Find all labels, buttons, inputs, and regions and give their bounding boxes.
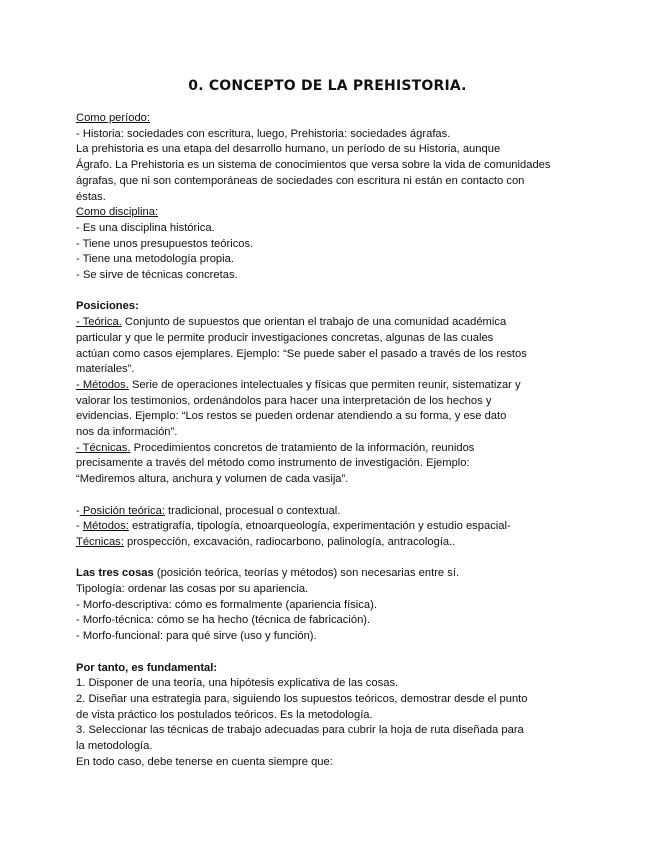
text-line: ágrafas, que ni son contemporáneas de sociedades con escritura ni están en contacto con [76, 174, 525, 187]
summary-posicion: - Posición teórica: tradicional, procesual o contextual. [76, 504, 341, 517]
spacer [76, 284, 576, 300]
text-line: materiales”. [76, 363, 135, 376]
text-line: - Historia: sociedades con escritura, luego, Prehistoria: sociedades ágrafas. [76, 127, 451, 140]
section-heading-fundamental: Por tanto, es fundamental: [76, 661, 218, 674]
list-item: - Se sirve de técnicas concretas. [76, 269, 238, 282]
term-label: - Técnicas. [76, 441, 131, 454]
definition-tecnicas [76, 441, 576, 457]
page-title: 0. CONCEPTO DE LA PREHISTORIA. [188, 78, 467, 94]
list-item: - Morfo-descriptiva: cómo es formalmente (apariencia física). [76, 598, 377, 611]
spacer [76, 488, 576, 504]
spacer [76, 551, 576, 567]
list-item: - Tiene una metodología propia. [76, 253, 234, 266]
text-line: de vista práctico los postulados teóricos. Es la metodología. [76, 708, 373, 721]
summary-metodos: - Métodos: estratigrafía, tipología, etnoarqueología, experimentación y estudio espacial- [76, 520, 511, 533]
text-line: éstas. [76, 190, 106, 203]
text-line: precisamente a través del método como instrumento de investigación. Ejemplo: [76, 457, 470, 470]
list-item: - Es una disciplina histórica. [76, 221, 215, 234]
term-label: Posición teórica: [79, 504, 165, 517]
text-line: evidencias. Ejemplo: “Los restos se pueden ordenar atendiendo a su forma, y ese dato [76, 410, 507, 423]
list-item: - Tiene unos presupuestos teóricos. [76, 237, 254, 250]
text-line: Tipología: ordenar las cosas por su apariencia. [76, 583, 309, 596]
list-item: 2. Diseñar una estrategia para, siguiendo los supuestos teóricos, demostrar desde el punto [76, 692, 528, 705]
term-label: Métodos: [82, 520, 129, 533]
term-label: Técnicas: [76, 535, 124, 548]
document-body [76, 111, 576, 770]
text-line: actúan como casos ejemplares. Ejemplo: “Se puede saber el pasado a través de los restos [76, 347, 527, 360]
list-item: 1. Disponer de una teoría, una hipótesis explicativa de las cosas. [76, 677, 399, 690]
definition-metodos [76, 378, 576, 394]
section-heading-posiciones: Posiciones: [76, 300, 139, 313]
term-label: - Métodos. [76, 378, 129, 391]
text-line: Ágrafo. La Prehistoria es un sistema de conocimientos que versa sobre la vida de comunidades [76, 159, 551, 172]
text-line: “Mediremos altura, anchura y volumen de cada vasija”. [76, 473, 349, 486]
term-label: - Teórica. [76, 316, 122, 329]
text-line: En todo caso, debe tenerse en cuenta siempre que: [76, 755, 333, 768]
list-item: - Morfo-funcional: para qué sirve (uso y función). [76, 630, 317, 643]
section-heading-disciplina: Como disciplina: [76, 206, 159, 219]
section-heading-periodo: Como período: [76, 112, 151, 124]
definition-teorica [76, 315, 576, 331]
spacer [76, 645, 576, 661]
text-line: nos da información”. [76, 426, 178, 439]
text-line: La prehistoria es una etapa del desarrollo humano, un período de su Historia, aunque [76, 143, 501, 156]
list-item: 3. Seleccionar las técnicas de trabajo adecuadas para cubrir la hoja de ruta diseñada para [76, 724, 524, 737]
term-text: Conjunto de supuestos que orientan el trabajo de una comunidad académica [121, 316, 507, 329]
tres-cosas-line: Las tres cosas (posición teórica, teorías y métodos) son necesarias entre sí. [76, 567, 460, 580]
term-text: Procedimientos concretos de tratamiento de la información, reunidos [130, 441, 475, 454]
text-line: la metodología. [76, 740, 153, 753]
term-text: Serie de operaciones intelectuales y físicas que permiten reunir, sistematizar y [128, 378, 521, 391]
summary-tecnicas: Técnicas: prospección, excavación, radiocarbono, palinología, antracología.. [76, 535, 456, 548]
list-item: - Morfo-técnica: cómo se ha hecho (técnica de fabricación). [76, 614, 371, 627]
text-line: valorar los testimonios, ordenándolos para hacer una interpretación de los hechos y [76, 394, 492, 407]
text-line: particular y que le permite producir investigaciones concretas, algunas de las cuales [76, 331, 494, 344]
